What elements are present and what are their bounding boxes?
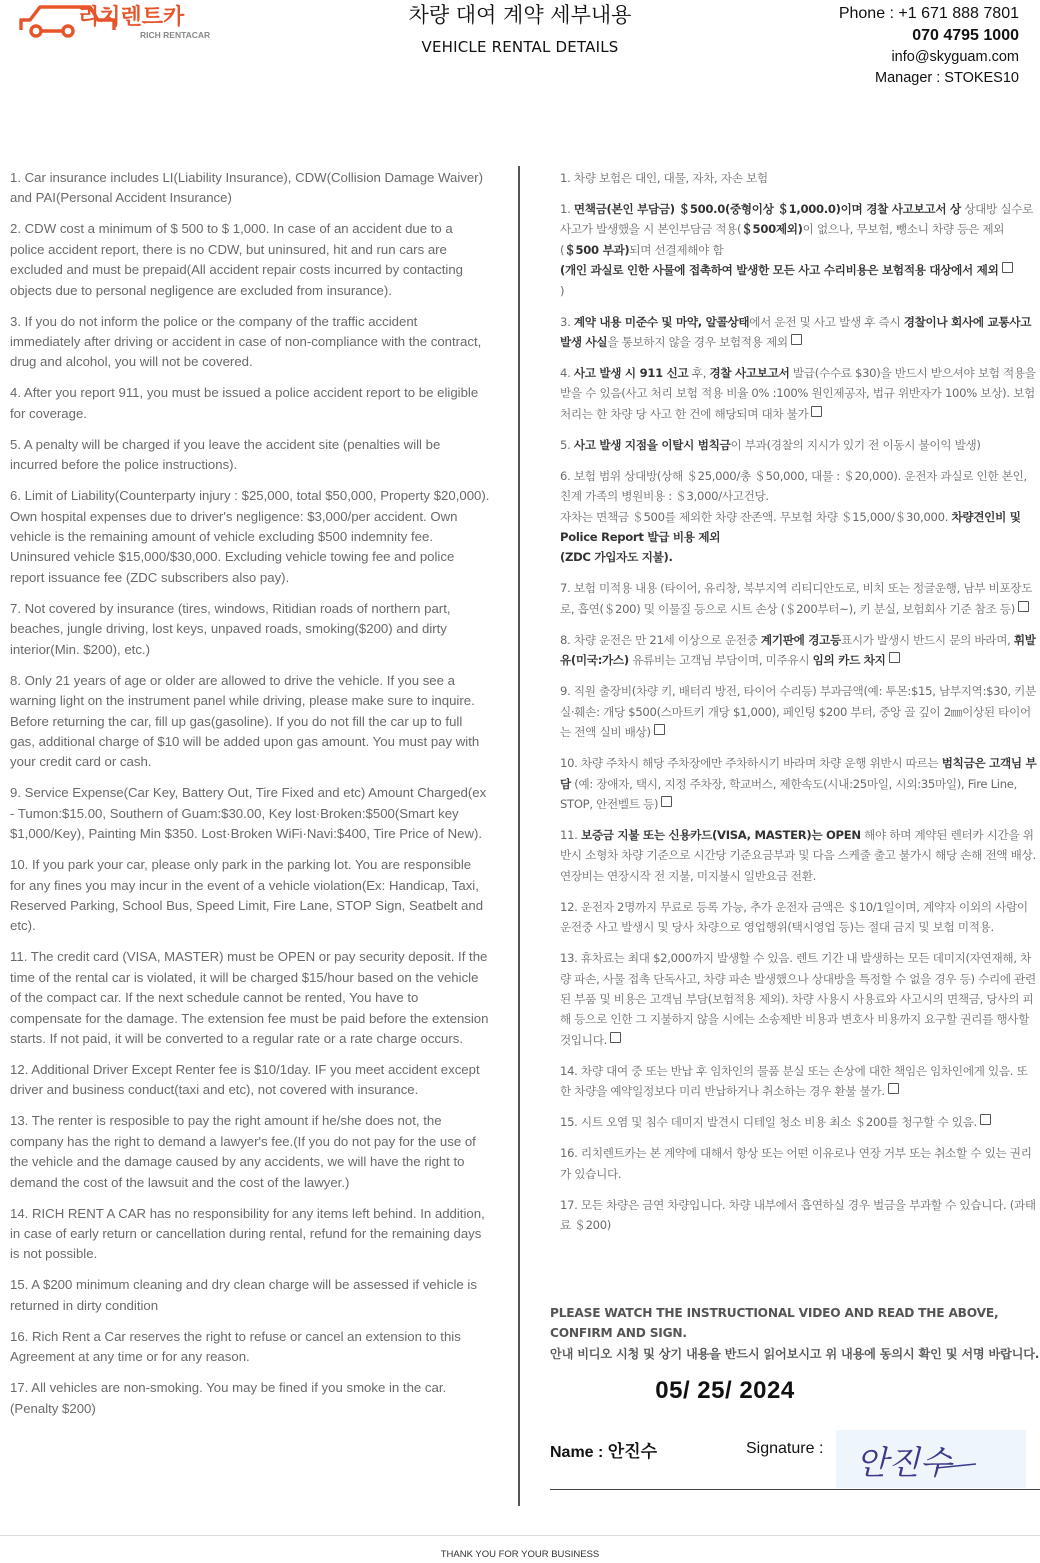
term-ko-15: 15. 시트 오염 및 침수 데미지 발견시 디테일 청소 비용 최소 ＄200를 청구할 수 있음. bbox=[560, 1112, 1038, 1132]
term-ko-3: 3. 계약 내용 미준수 및 마약, 알콜상태에서 운전 및 사고 발생 후 즉시 경찰이나 회사에 교통사고 발생 사실을 통보하지 않을 경우 보험적용 제외 bbox=[560, 314, 1032, 350]
phone-number-secondary: 070 4795 1000 bbox=[912, 27, 1019, 44]
name-label: Name : bbox=[550, 1444, 608, 1461]
term-en-12: 12. Additional Driver Except Renter fee is $10/1day. IF you meet accident except driver and business conduct(taxi and etc), not covered with insurance. bbox=[10, 1061, 480, 1098]
term-ko-1: 1. 차량 보험은 대인, 대물, 자차, 자손 보험 bbox=[560, 171, 768, 185]
agree-checkbox-10[interactable] bbox=[661, 796, 672, 807]
term-en-15: 15. A $200 minimum cleaning and dry clean charge will be assessed if vehicle is returned in dirty condition bbox=[10, 1277, 477, 1313]
logo-text-ko: 리치렌트카 bbox=[78, 5, 185, 30]
column-divider bbox=[518, 166, 520, 1506]
term-ko-2: 1. 면책금(본인 부담금) ＄500.0(중형이상 ＄1,000.0)이며 경찰 사고보고서 상 상대방 실수로 사고가 발생했을 시 본인부담금 적용(＄500제외)이 없으나, 무보험, 뺑소니 차량 등은 제외(＄500 부과)되며 선결제해야 함 (개인 과실로 인한 사물에 접촉하여 발생한 모든 사고 수리비용은 보험적용 대상에서 제외 ) bbox=[560, 202, 1034, 298]
notice-korean: 안내 비디오 시청 및 상기 내용을 반드시 읽어보시고 위 내용에 동의시 확인 및 서명 바랍니다. bbox=[550, 1346, 1040, 1361]
agree-checkbox-4[interactable] bbox=[811, 406, 822, 417]
term-ko-17: 17. 모든 차량은 금연 차량입니다. 차량 내부에서 흡연하실 경우 벌금을 부과할 수 있습니다. (과태료 ＄200) bbox=[560, 1197, 1036, 1232]
term-en-11: 11. The credit card (VISA, MASTER) must be OPEN or pay security deposit. If the time of the rental car is violated, it will be charged $15/hour based on the vehicle of the compact car. If the next schedule cannot be rented, You have to compensate for the damage. The extension fee must be paid before the extension starts. If not paid, it will be converted to a regular rate or a rate charge occurs. bbox=[10, 949, 489, 1046]
term-ko-4: 4. 사고 발생 시 911 신고 후, 경찰 사고보고서 발급(수수료 $30)을 반드시 받으셔야 보험 적용을 받을 수 있음(사고 처리 보험 적용 비율 0% :100% 원인제공자, 법규 위반자가 100% 보상). 보험처리는 한 차량 당 사고 한 건에 해당되며 대차 불가 bbox=[560, 366, 1036, 421]
agree-checkbox-7[interactable] bbox=[1018, 601, 1029, 612]
term-en-17: 17. All vehicles are non-smoking. You may be fined if you smoke in the car. (Penalty $200) bbox=[10, 1380, 447, 1416]
title-korean: 차량 대여 계약 세부내용 bbox=[408, 3, 632, 27]
terms-korean bbox=[560, 168, 1038, 1246]
term-en-3: 3. If you do not inform the police or the company of the traffic accident immediately after driving or accident in case of non-compliance with the contract, drug and alcohol, you will not be covered. bbox=[10, 313, 482, 370]
contract-date: 05/ 25/ 2024 bbox=[655, 1377, 795, 1404]
term-en-13: 13. The renter is resposible to pay the right amount if he/she does not, the company has the right to demand a lawyer's fee.(If you do not pay for the use of the vehicle and the damage caused by any accidents, we will have the right to demand the cost of the lawsuit and the cost of the lawyer.) bbox=[10, 1113, 476, 1190]
term-en-7: 7. Not covered by insurance (tires, windows, Ritidian roads of northern part, beaches, jungle driving, lost keys, unpaved roads, smoking($200) and dirty interior(Min. $200), etc.) bbox=[10, 600, 451, 657]
term-ko-10: 10. 차량 주차시 해당 주차장에만 주차하시기 바라며 차량 운행 위반시 따르는 범칙금은 고객님 부담 (예: 장애자, 택시, 지정 주차장, 학교버스, 제한속도(시내:25마일, 시외:35마일), Fire Line, STOP, 안전벨트 등) bbox=[560, 756, 1037, 811]
signature-label: Signature : bbox=[746, 1440, 824, 1457]
term-en-9: 9. Service Expense(Car Key, Battery Out, Tire Fixed and etc) Amount Charged(ex - Tumon:$15.00, Southern of Guam:$30.00, Key lost·Broken:$500(Smart key $1,000/Key), Painting Min $350. Lost·Broken WiFi·Navi:$400, Tire Price of New). bbox=[10, 785, 487, 842]
term-en-14: 14. RICH RENT A CAR has no responsibility for any items left behind. In addition, in case of early return or cancellation during rental, refund for the remaining days is not possible. bbox=[10, 1205, 485, 1262]
term-ko-12: 12. 운전자 2명까지 무료로 등록 가능, 추가 운전자 금액은 ＄10/1일이며, 계약자 이외의 사람이 운전중 사고 발생시 및 당사 차량으로 영업행위(택시영업 등)는 절대 금지 및 보험 미적용. bbox=[560, 899, 1028, 935]
header bbox=[0, 0, 1040, 100]
term-ko-16: 16. 리치렌트카는 본 계약에 대해서 항상 또는 어떤 이유로나 연장 거부 또는 취소할 수 있는 권리가 있습니다. bbox=[560, 1146, 1032, 1181]
agree-checkbox-8[interactable] bbox=[889, 652, 900, 663]
term-ko-9: 9. 직원 출장비(차량 키, 배터리 방전, 타이어 수리등) 부과금액(예: 투몬:$15, 남부지역:$30, 키분실·훼손: 개당 $500(스마트키 개당 $1,000), 페인팅 $200 부터, 중앙 골 깊이 2㎜이상된 타이어는 전액 실비 배상) bbox=[560, 684, 1036, 740]
logo-text-en: RICH RENTACAR bbox=[140, 30, 211, 40]
term-ko-7: 7. 보험 미적용 내용 (타이어, 유리창, 북부지역 리티디안도로, 비치 또는 정글운행, 남부 비포장도로, 흡연(＄200) 및 이물질 등으로 시트 손상 (＄200부터~), 키 분실, 보험회사 기준 참조 등) bbox=[560, 581, 1033, 616]
agree-checkbox-2[interactable] bbox=[1002, 262, 1013, 273]
term-en-6: 6. Limit of Liability(Counterparty injury : $25,000, total $50,000, Property $20,000). Own hospital expenses due to driver's negligence: $3,000/per accident. Own vehicle is the remaining amount of vehicle excluding $500 indemnity fee. Uninsured vehicle $15,000/$30,000. Excluding vehicle towing fee and police report issuance fee (ZDC subscribers also pay). bbox=[10, 488, 490, 585]
car-logo-icon bbox=[18, 0, 238, 44]
term-en-4: 4. After you report 911, you must be issued a police accident report to be eligible for coverage. bbox=[10, 385, 479, 421]
signature-field[interactable] bbox=[836, 1430, 1026, 1488]
term-en-10: 10. If you park your car, please only park in the parking lot. You are responsible for any fines you may incur in the event of a vehicle violation(Ex: Handicap, Taxi, Reserved Parking, School Bus, Speed Limit, Fire Lane, STOP Sign, Seatbelt and etc). bbox=[10, 857, 484, 934]
footer-thanks: THANK YOU FOR YOUR BUSINESS bbox=[440, 1549, 600, 1560]
terms-english bbox=[10, 168, 490, 1430]
email-address: info@skyguam.com bbox=[891, 49, 1019, 65]
agree-checkbox-13[interactable] bbox=[610, 1032, 621, 1043]
manager-code: Manager : STOKES10 bbox=[874, 70, 1019, 86]
term-en-1: 1. Car insurance includes LI(Liability Insurance), CDW(Collision Damage Waiver) and PAI(Personal Accident Insurance) bbox=[10, 170, 483, 206]
confirmation-notice bbox=[550, 1303, 1040, 1364]
document-title bbox=[320, 2, 720, 56]
contact-info bbox=[839, 3, 1019, 89]
notice-english: PLEASE WATCH THE INSTRUCTIONAL VIDEO AND READ THE ABOVE, CONFIRM AND SIGN. bbox=[550, 1306, 999, 1341]
term-ko-6: 6. 보험 범위 상대방(상해 ＄25,000/총 ＄50,000, 대물 : ＄20,000). 운전자 과실로 인한 본인, 친계 가족의 병원비용 : ＄3,000/사고건당. 자차는 면책금 ＄500를 제외한 차량 잔존액. 무보험 차량 ＄15,000/＄30,000. 차량견인비 및 Police Report 발급 비용 제외 (ZDC 가입자도 지불). bbox=[560, 468, 1027, 565]
signature-drawing bbox=[836, 1430, 1026, 1488]
company-logo bbox=[18, 0, 238, 44]
term-en-8: 8. Only 21 years of age or older are allowed to drive the vehicle. If you see a warning light on the instrument panel while driving, please make sure to inquire. Before returning the car, fill up gas(gasoline). If you do not fill the car up to full gas, additional charge of $10 will be added upon gas amount. You must pay with your credit card or cash. bbox=[10, 672, 480, 770]
term-ko-13: 13. 휴차료는 최대 $2,000까지 발생할 수 있음. 렌트 기간 내 발생하는 모든 데미지(자연재해, 차량 파손, 사물 접촉 단독사고, 차량 파손 발생했으나 상대방을 특정할 수 없을 경우 등) 수리에 관련된 부품 및 비용은 고객님 부담(보험적용 제외). 차량 사용시 사용료와 사고시의 면책금, 당사의 피해 등으로 인한 그 지불하지 않을 시에는 소송제반 비용과 변호사 비용까지 요구할 권리를 행사할 것입니다. bbox=[560, 951, 1036, 1047]
phone-number: Phone : +1 671 888 7801 bbox=[838, 5, 1019, 22]
agree-checkbox-9[interactable] bbox=[654, 724, 665, 735]
renter-name bbox=[550, 1437, 657, 1462]
agree-checkbox-14[interactable] bbox=[888, 1083, 899, 1094]
title-english: VEHICLE RENTAL DETAILS bbox=[421, 38, 619, 56]
agree-checkbox-3[interactable] bbox=[791, 334, 802, 345]
term-ko-5: 5. 사고 발생 지점을 이탈시 범칙금이 부과(경찰의 지시가 있기 전 이동시 불이익 발생) bbox=[560, 437, 981, 452]
agree-checkbox-15[interactable] bbox=[980, 1114, 991, 1125]
name-value: 안진수 bbox=[607, 1442, 658, 1462]
signature-handwriting: 안진수 bbox=[856, 1443, 952, 1482]
signature-underline bbox=[550, 1489, 1040, 1490]
term-en-16: 16. Rich Rent a Car reserves the right to refuse or cancel an extension to this Agreement at any time or for any reason. bbox=[10, 1328, 461, 1365]
term-ko-14: 14. 차량 대여 중 또는 반납 후 임차인의 물품 분실 또는 손상에 대한 책임은 임차인에게 있음. 또한 차량을 예약일정보다 미리 반납하거나 취소하는 경우 환불 불가. bbox=[560, 1063, 1028, 1099]
term-ko-11: 11. 보증금 지불 또는 신용카드(VISA, MASTER)는 OPEN 해야 하며 계약된 렌터카 시간을 위반시 소형차 차량 기준으로 시간당 기준요금부과 및 다음 스케줄 출고 불가시 해당 손해 전액 배상. 연장비는 연장시작 전 지불, 미지불시 일반요금 전환. bbox=[560, 827, 1036, 883]
term-en-2: 2. CDW cost a minimum of $ 500 to $ 1,000. In case of an accident due to a police accident report, there is no CDW, but uninsured, hit and run cars are excluded and must be prepaid(All accident repair costs incurred by contacting objects due to personal negligence are excluded from insurance). bbox=[10, 221, 464, 298]
term-ko-8: 8. 차량 운전은 만 21세 이상으로 운전중 계기판에 경고등표시가 발생시 반드시 문의 바라며, 휘발유(미국:가스) 유류비는 고객님 부담이며, 미주유시 임의 카드 차지 bbox=[560, 632, 1036, 668]
footer-divider bbox=[0, 1535, 1040, 1536]
term-en-5: 5. A penalty will be charged if you leave the accident site (penalties will be incurred before the police instructions). bbox=[10, 436, 441, 473]
